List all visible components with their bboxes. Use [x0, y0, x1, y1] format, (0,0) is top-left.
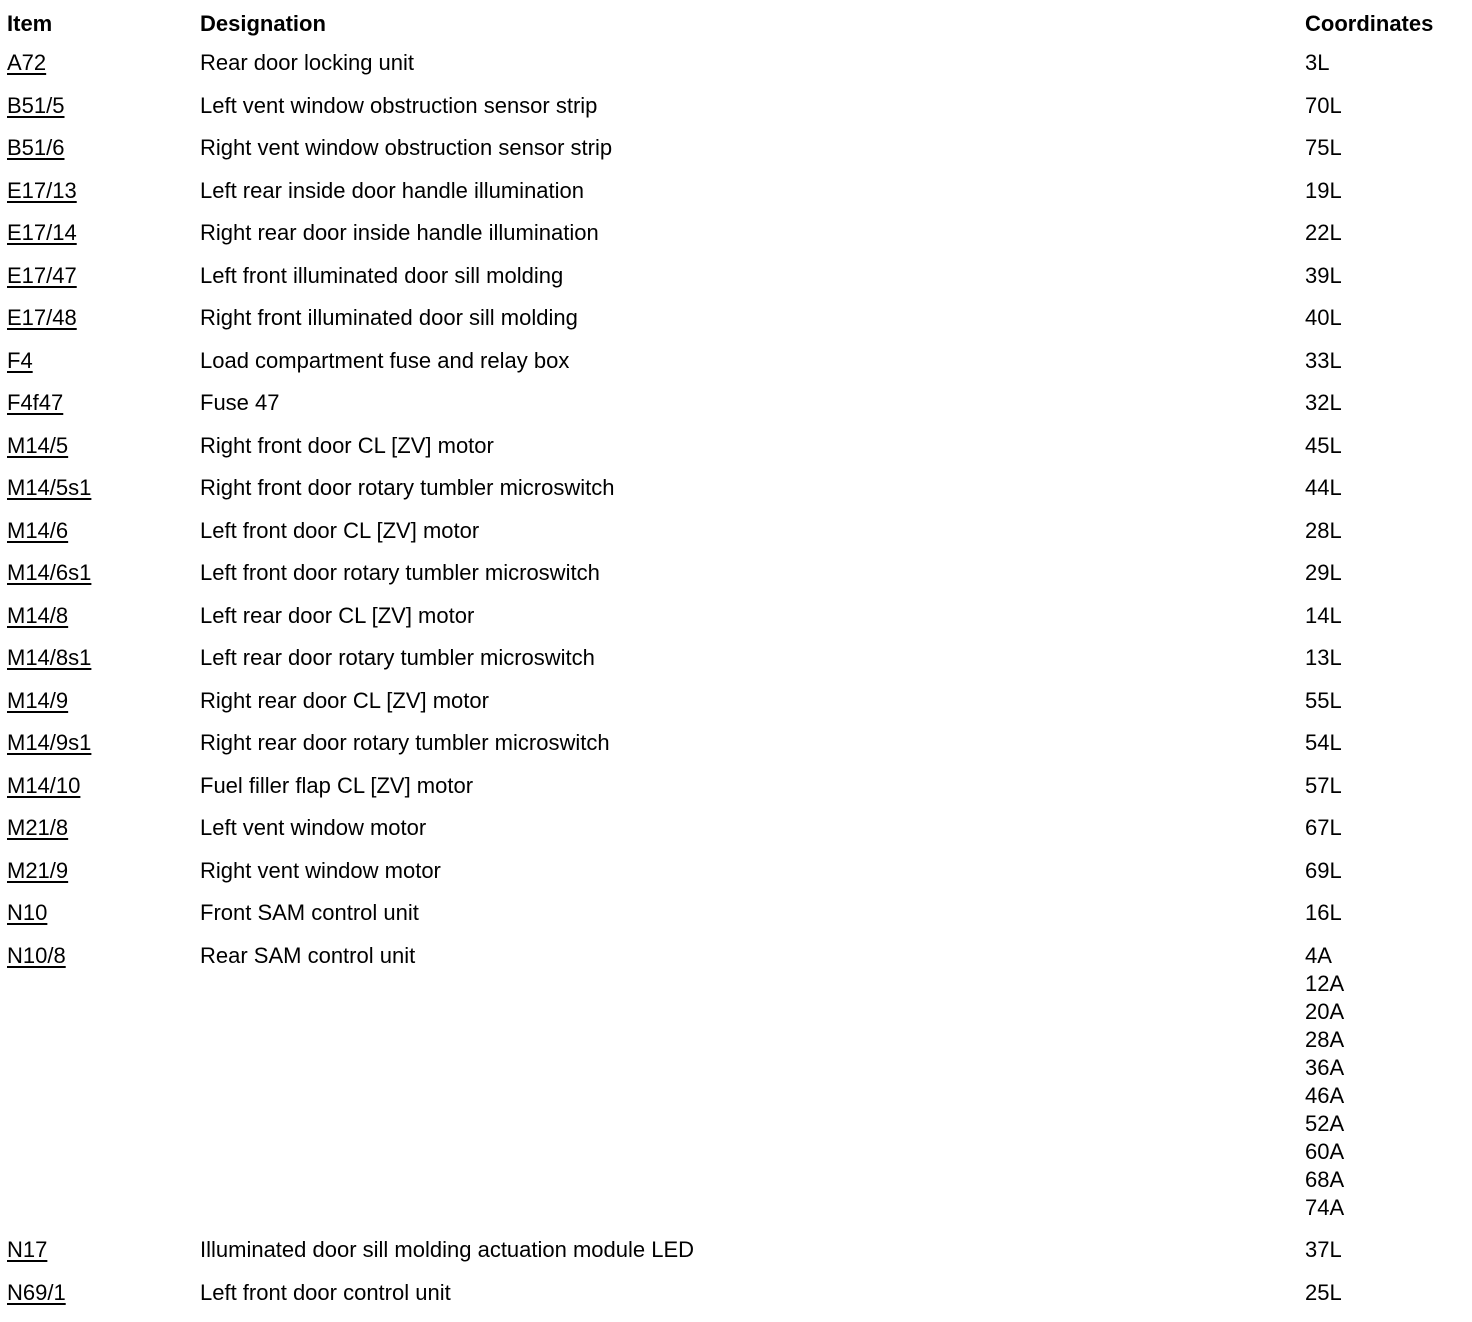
table-row: [0, 382, 1472, 425]
coordinates-cell: [1304, 722, 1472, 765]
coordinates-cell: [1304, 595, 1472, 638]
table-row: [0, 680, 1472, 723]
coordinates-column-header: Coordinates: [1305, 11, 1434, 36]
item-cell: [0, 595, 200, 638]
designation-cell: Right rear door inside handle illumination: [200, 220, 599, 245]
item-link[interactable]: M21/8: [7, 815, 69, 840]
designation-cell: Right rear door CL [ZV] motor: [200, 687, 489, 713]
item-link[interactable]: A72: [7, 50, 47, 75]
item-cell: [0, 765, 200, 808]
item-link[interactable]: M14/10: [7, 772, 81, 798]
table-header: [0, 0, 1472, 42]
item-link[interactable]: M14/5s1: [7, 475, 92, 500]
coordinates-cell: [1304, 1229, 1472, 1272]
coordinates-cell: [1304, 425, 1472, 468]
coordinate-value: 16L: [1305, 900, 1342, 925]
coordinate-value: 14L: [1305, 602, 1342, 628]
item-link[interactable]: M14/6: [7, 517, 69, 543]
designation-cell: Right front door rotary tumbler microswitch: [200, 475, 615, 500]
item-link[interactable]: F4: [7, 347, 33, 373]
designation-cell: Right vent window obstruction sensor strip: [200, 135, 613, 160]
coordinate-value: 74A: [1305, 1194, 1345, 1220]
coordinates-cell: [1304, 255, 1472, 298]
item-cell: [0, 892, 200, 935]
coordinate-value: 12A: [1305, 970, 1345, 996]
item-cell: [0, 807, 200, 850]
coordinate-value: 25L: [1305, 1279, 1342, 1305]
designation-cell: Left front door control unit: [200, 1279, 451, 1305]
table-row: [0, 765, 1472, 808]
item-cell: [0, 212, 200, 255]
coordinate-value: 75L: [1305, 135, 1342, 160]
coordinate-value: 54L: [1305, 730, 1342, 755]
item-link[interactable]: E17/14: [7, 220, 77, 245]
table-row: [0, 552, 1472, 595]
designation-cell: Left rear door rotary tumbler microswitch: [200, 645, 595, 670]
coordinates-cell: [1304, 42, 1472, 85]
item-cell: [0, 680, 200, 723]
item-link[interactable]: B51/5: [7, 92, 65, 118]
coordinates-cell: [1304, 637, 1472, 680]
coordinates-cell: [1304, 127, 1472, 170]
item-cell: [0, 42, 200, 85]
table-row: [0, 297, 1472, 340]
item-link[interactable]: N69/1: [7, 1279, 66, 1305]
designation-cell: Right rear door rotary tumbler microswitch: [200, 730, 610, 755]
coordinate-value: 69L: [1305, 857, 1342, 883]
header-row: [0, 0, 1472, 42]
coordinate-value: 33L: [1305, 347, 1342, 373]
designation-cell: Left rear inside door handle illumination: [200, 177, 585, 203]
coordinate-value: 40L: [1305, 305, 1342, 330]
designation-cell: Rear door locking unit: [200, 50, 415, 75]
item-cell: [0, 510, 200, 553]
table-row: [0, 722, 1472, 765]
coordinate-value: 22L: [1305, 220, 1342, 245]
table-body: [0, 42, 1472, 1314]
coordinate-value: 57L: [1305, 772, 1342, 798]
item-cell: [0, 382, 200, 425]
table-row: [0, 850, 1472, 893]
table-row: [0, 467, 1472, 510]
table-row: [0, 935, 1472, 1230]
designation-cell: Rear SAM control unit: [200, 942, 416, 968]
item-link[interactable]: B51/6: [7, 135, 65, 160]
coordinates-cell: [1304, 467, 1472, 510]
coordinates-cell: [1304, 212, 1472, 255]
item-cell: [0, 850, 200, 893]
designation-cell: Right front illuminated door sill molding: [200, 305, 578, 330]
table-row: [0, 85, 1472, 128]
designation-cell: Right vent window motor: [200, 857, 441, 883]
coordinates-cell: [1304, 340, 1472, 383]
table-row: [0, 42, 1472, 85]
item-link[interactable]: E17/13: [7, 177, 77, 203]
table-row: [0, 255, 1472, 298]
coordinates-cell: [1304, 552, 1472, 595]
item-cell: [0, 722, 200, 765]
coordinate-value: 55L: [1305, 687, 1342, 713]
table-row: [0, 637, 1472, 680]
coordinates-cell: [1304, 297, 1472, 340]
coordinate-value: 32L: [1305, 390, 1342, 415]
table-row: [0, 170, 1472, 213]
item-link[interactable]: M14/5: [7, 432, 69, 458]
coordinate-value: 4A: [1305, 942, 1332, 968]
coordinate-value: 28A: [1305, 1026, 1345, 1052]
item-link[interactable]: M14/6s1: [7, 560, 92, 585]
item-link[interactable]: E17/47: [7, 262, 77, 288]
item-link[interactable]: M14/8: [7, 602, 69, 628]
item-link[interactable]: M14/9: [7, 687, 69, 713]
designation-cell: Left rear door CL [ZV] motor: [200, 602, 475, 628]
table-row: [0, 340, 1472, 383]
item-cell: [0, 170, 200, 213]
coordinates-cell: [1304, 892, 1472, 935]
designation-cell: Right front door CL [ZV] motor: [200, 432, 494, 458]
item-link[interactable]: N17: [7, 1237, 48, 1262]
item-cell: [0, 85, 200, 128]
coordinates-cell: [1304, 85, 1472, 128]
coordinate-value: 36A: [1305, 1054, 1345, 1080]
designation-cell: Illuminated door sill molding actuation module LED: [200, 1237, 695, 1262]
coordinate-value: 46A: [1305, 1082, 1345, 1108]
item-link[interactable]: M21/9: [7, 857, 69, 883]
item-link[interactable]: F4f47: [7, 390, 64, 415]
item-cell: [0, 1272, 200, 1315]
item-link[interactable]: N10/8: [7, 942, 66, 968]
table-row: [0, 1229, 1472, 1272]
coordinate-value: 44L: [1305, 475, 1342, 500]
coordinates-cell: [1304, 382, 1472, 425]
coordinates-cell: [1304, 1272, 1472, 1315]
item-cell: [0, 425, 200, 468]
item-cell: [0, 467, 200, 510]
coordinate-value: 67L: [1305, 815, 1342, 840]
coordinates-cell: [1304, 765, 1472, 808]
table-row: [0, 595, 1472, 638]
coordinates-cell: [1304, 807, 1472, 850]
table-row: [0, 1272, 1472, 1315]
coordinate-value: 60A: [1305, 1138, 1345, 1164]
designation-cell: Left front door rotary tumbler microswitch: [200, 560, 600, 585]
item-cell: [0, 637, 200, 680]
item-link[interactable]: N10: [7, 900, 48, 925]
item-cell: [0, 297, 200, 340]
item-cell: [0, 127, 200, 170]
coordinate-value: 20A: [1305, 998, 1345, 1024]
designation-cell: Fuse 47: [200, 390, 280, 415]
item-link[interactable]: M14/9s1: [7, 730, 92, 755]
coordinates-cell: [1304, 510, 1472, 553]
coordinate-value: 28L: [1305, 517, 1342, 543]
item-cell: [0, 1229, 200, 1272]
coordinates-cell: [1304, 680, 1472, 723]
coordinate-value: 19L: [1305, 177, 1342, 203]
table-row: [0, 807, 1472, 850]
coordinates-cell: [1304, 935, 1472, 1230]
coordinate-value: 70L: [1305, 92, 1342, 118]
designation-cell: Left vent window obstruction sensor strip: [200, 92, 598, 118]
coordinate-value: 45L: [1305, 432, 1342, 458]
table-row: [0, 212, 1472, 255]
item-cell: [0, 255, 200, 298]
designation-cell: Front SAM control unit: [200, 900, 419, 925]
item-link[interactable]: E17/48: [7, 305, 77, 330]
item-cell: [0, 552, 200, 595]
coordinates-cell: [1304, 170, 1472, 213]
item-cell: [0, 935, 200, 1230]
coordinate-value: 37L: [1305, 1237, 1342, 1262]
designation-cell: Fuel filler flap CL [ZV] motor: [200, 772, 474, 798]
coordinates-cell: [1304, 850, 1472, 893]
coordinate-value: 39L: [1305, 262, 1342, 288]
table-row: [0, 127, 1472, 170]
designation-cell: Left vent window motor: [200, 815, 427, 840]
item-link[interactable]: M14/8s1: [7, 645, 92, 670]
designation-cell: Left front illuminated door sill molding: [200, 262, 564, 288]
table-row: [0, 425, 1472, 468]
item-column-header: Item: [7, 11, 53, 36]
designation-cell: Load compartment fuse and relay box: [200, 347, 570, 373]
table-row: [0, 892, 1472, 935]
designation-cell: Left front door CL [ZV] motor: [200, 517, 480, 543]
coordinate-value: 29L: [1305, 560, 1342, 585]
coordinate-value: 3L: [1305, 50, 1330, 75]
table-row: [0, 510, 1472, 553]
designation-column-header: Designation: [200, 11, 326, 36]
coordinate-value: 52A: [1305, 1110, 1345, 1136]
coordinate-value: 68A: [1305, 1166, 1345, 1192]
item-cell: [0, 340, 200, 383]
coordinate-value: 13L: [1305, 645, 1342, 670]
